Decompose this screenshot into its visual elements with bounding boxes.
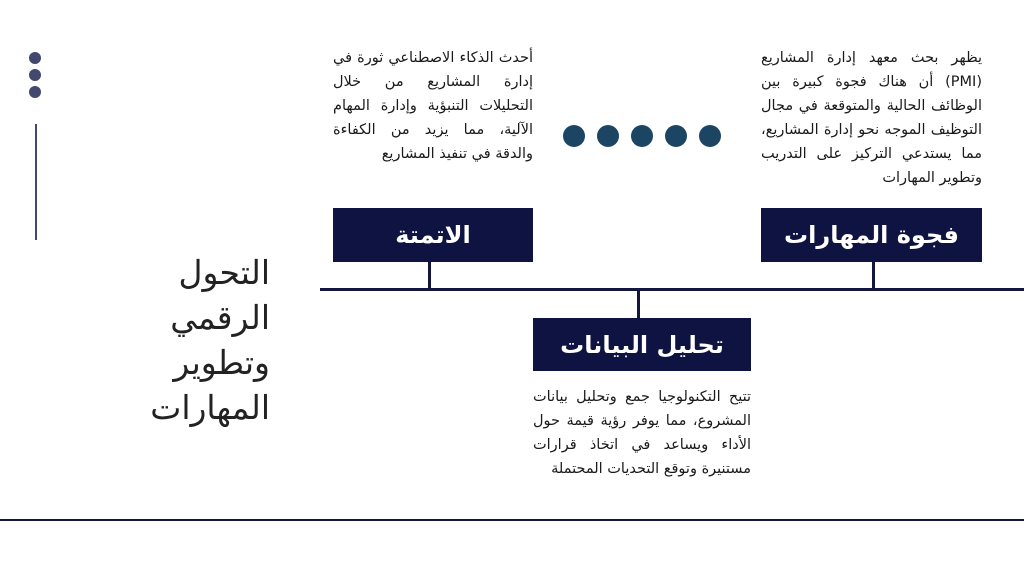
decorative-dots-row (563, 125, 721, 147)
data-analysis-label-text: تحليل البيانات (560, 330, 724, 359)
timeline-line (320, 288, 1024, 291)
bottom-divider (0, 519, 1024, 521)
skills-gap-description: يظهر بحث معهد إدارة المشاريع (PMI) أن هناك فجوة كبيرة بين الوظائف الحالية والمتوقعة في مجال التوظيف الموجه نحو إدارة المشاريع، مما يستدعي التركيز على التدريب وتطوير المهارات (761, 50, 982, 186)
decorative-dot (29, 52, 41, 64)
automation-label-text: الاتمتة (395, 221, 471, 249)
decorative-dot (597, 125, 619, 147)
decorative-dot (29, 69, 41, 81)
title-line: المهارات (150, 388, 270, 427)
timeline-connector (872, 262, 875, 288)
decorative-vertical-dots (29, 52, 43, 103)
timeline-connector (637, 291, 640, 318)
data-analysis-description: تتيح التكنولوجيا جمع وتحليل بيانات المشروع، مما يوفر رؤية قيمة حول الأداء ويساعد في اتخاذ قرارات مستنيرة وتوقع التحديات المحتملة (533, 389, 751, 477)
decorative-vertical-line (35, 124, 37, 240)
decorative-dot (699, 125, 721, 147)
decorative-dot (563, 125, 585, 147)
title-line: وتطوير (173, 343, 270, 382)
decorative-dot (665, 125, 687, 147)
slide-title (40, 250, 270, 430)
timeline-connector (428, 262, 431, 288)
skills-gap-label-text: فجوة المهارات (784, 221, 959, 249)
automation-description: أحدث الذكاء الاصطناعي ثورة في إدارة المشاريع من خلال التحليلات التنبؤية وإدارة المهام الآلية، مما يزيد من الكفاءة والدقة في تنفيذ المشاريع (333, 50, 533, 162)
decorative-dot (631, 125, 653, 147)
title-line: الرقمي (170, 298, 270, 337)
data-analysis-label (533, 318, 751, 371)
decorative-dot (29, 86, 41, 98)
skills-gap-label (761, 208, 982, 262)
title-line: التحول (178, 253, 270, 292)
automation-label (333, 208, 533, 262)
